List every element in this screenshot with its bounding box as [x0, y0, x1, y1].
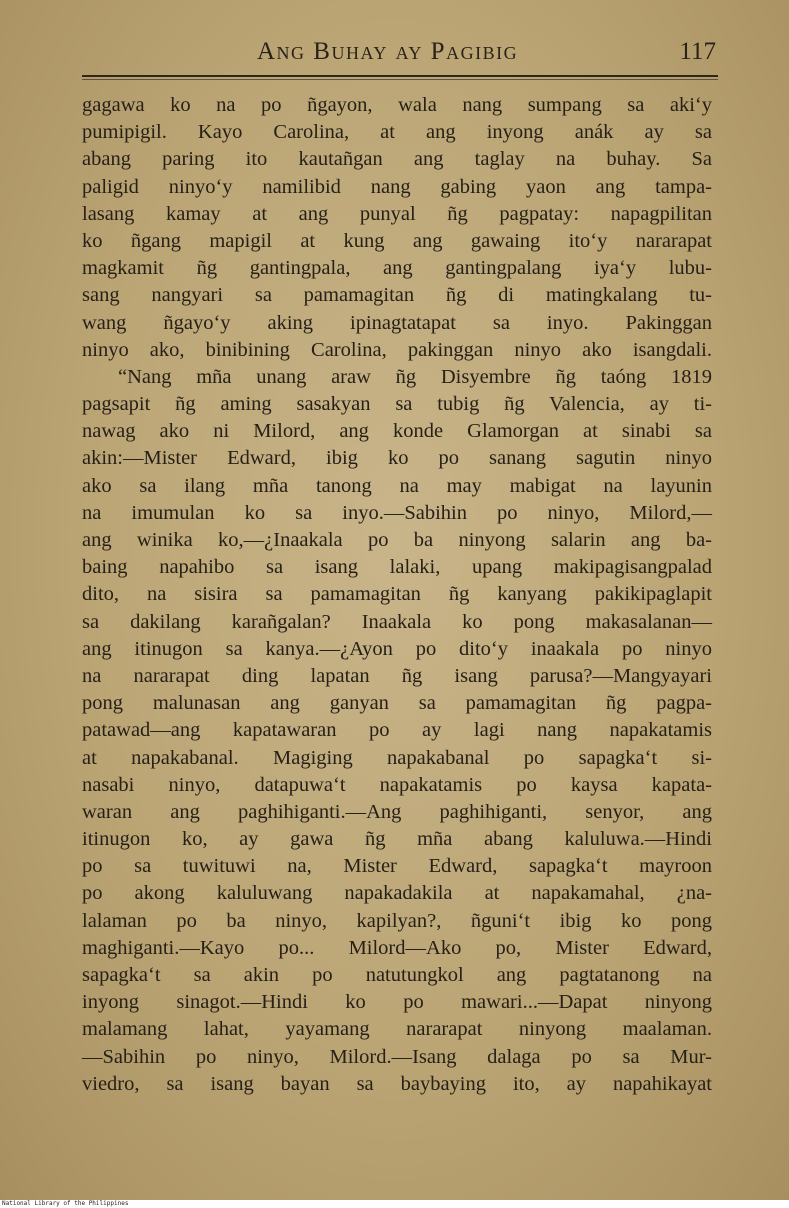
page-number: 117: [679, 38, 716, 65]
text-line: pumipigil. Kayo Carolina, at ang inyong anák ay sa: [82, 121, 712, 144]
text-line: paligid ninyo‘y namilibid nang gabing yaon ang tampa-: [82, 175, 712, 198]
text-line: wang ñgayo‘y aking ipinagtatapat sa inyo. Pakinggan: [82, 311, 712, 334]
text-line: baing napahibo sa isang lalaki, upang makipagisangpalad: [82, 556, 712, 579]
text-line: waran ang paghihiganti.—Ang paghihiganti, senyor, ang: [82, 800, 712, 823]
text-line: gagawa ko na po ñgayon, wala nang sumpang sa aki‘y: [82, 94, 712, 116]
text-line: magkamit ñg gantingpala, ang gantingpalang iya‘y lubu-: [82, 257, 712, 280]
running-title: Ang Buhay ay Pagibig: [257, 38, 519, 65]
text-line: at napakabanal. Magiging napakabanal po sapagka‘t si-: [82, 746, 712, 769]
text-line: na imumulan ko sa inyo.—Sabihin po ninyo, Milord,—: [82, 501, 712, 524]
text-line: abang paring ito kautañgan ang taglay na buhay. Sa: [82, 148, 712, 171]
text-line: viedro, sa isang bayan sa baybaying ito, ay napahikayat: [82, 1072, 712, 1095]
text-line: akin:—Mister Edward, ibig ko po sanang sagutin ninyo: [82, 447, 712, 470]
text-line: inyong sinagot.—Hindi ko po mawari...—Dapat ninyong: [82, 991, 712, 1014]
text-line: itinugon ko, ay gawa ñg mña abang kaluluwa.—Hindi: [82, 828, 712, 851]
text-line: na nararapat ding lapatan ñg isang parusa?—Mangyayari: [82, 664, 712, 687]
text-line: sapagka‘t sa akin po natutungkol ang pagtatanong na: [82, 964, 712, 986]
text-line: dito, na sisira sa pamamagitan ñg kanyang pakikipaglapit: [82, 583, 712, 606]
text-line: lasang kamay at ang punyal ñg pagpatay: napagpilitan: [82, 202, 712, 225]
text-line: lalaman po ba ninyo, kapilyan?, ñguni‘t ibig ko pong: [82, 909, 712, 932]
page-header: [82, 36, 718, 72]
text-line: ako sa ilang mña tanong na may mabigat na layunin: [82, 474, 712, 497]
text-line: ang winika ko,—¿Inaakala po ba ninyong salarin ang ba-: [82, 529, 712, 551]
text-line: nawag ako ni Milord, ang konde Glamorgan at sinabi sa: [82, 420, 712, 443]
text-line: patawad—ang kapatawaran po ay lagi nang napakatamis: [82, 719, 712, 742]
text-line: po akong kaluluwang napakadakila at napakamahal, ¿na-: [82, 882, 712, 905]
text-line: maghiganti.—Kayo po... Milord—Ako po, Mister Edward,: [82, 936, 712, 959]
header-rule-secondary: [82, 79, 718, 80]
footer-credit: National Library of the Philippines: [2, 1200, 129, 1207]
text-line: sa dakilang karañgalan? Inaakala ko pong makasalanan—: [82, 610, 712, 633]
text-line: ko ñgang mapigil at kung ang gawaing ito‘y nararapat: [82, 229, 712, 252]
text-line: pagsapit ñg aming sasakyan sa tubig ñg Valencia, ay ti-: [82, 393, 712, 416]
header-rule: [82, 75, 718, 77]
text-line: malamang lahat, yayamang nararapat ninyong maalaman.: [82, 1018, 712, 1041]
text-line: pong malunasan ang ganyan sa pamamagitan ñg pagpa-: [82, 692, 712, 715]
text-line: ang itinugon sa kanya.—¿Ayon po dito‘y inaakala po ninyo: [82, 637, 712, 660]
body-text: [82, 92, 712, 1098]
text-line: nasabi ninyo, datapuwa‘t napakatamis po kaysa kapata-: [82, 773, 712, 796]
text-line: sang nangyari sa pamamagitan ñg di matingkalang tu-: [82, 284, 712, 307]
text-line-indented: “Nang mña unang araw ñg Disyembre ñg taóng 1819: [118, 365, 712, 388]
text-line: ninyo ako, binibining Carolina, pakinggan ninyo ako isangdali.: [82, 338, 712, 361]
text-line: —Sabihin po ninyo, Milord.—Isang dalaga po sa Mur-: [82, 1045, 712, 1068]
text-line: po sa tuwituwi na, Mister Edward, sapagka‘t mayroon: [82, 855, 712, 878]
